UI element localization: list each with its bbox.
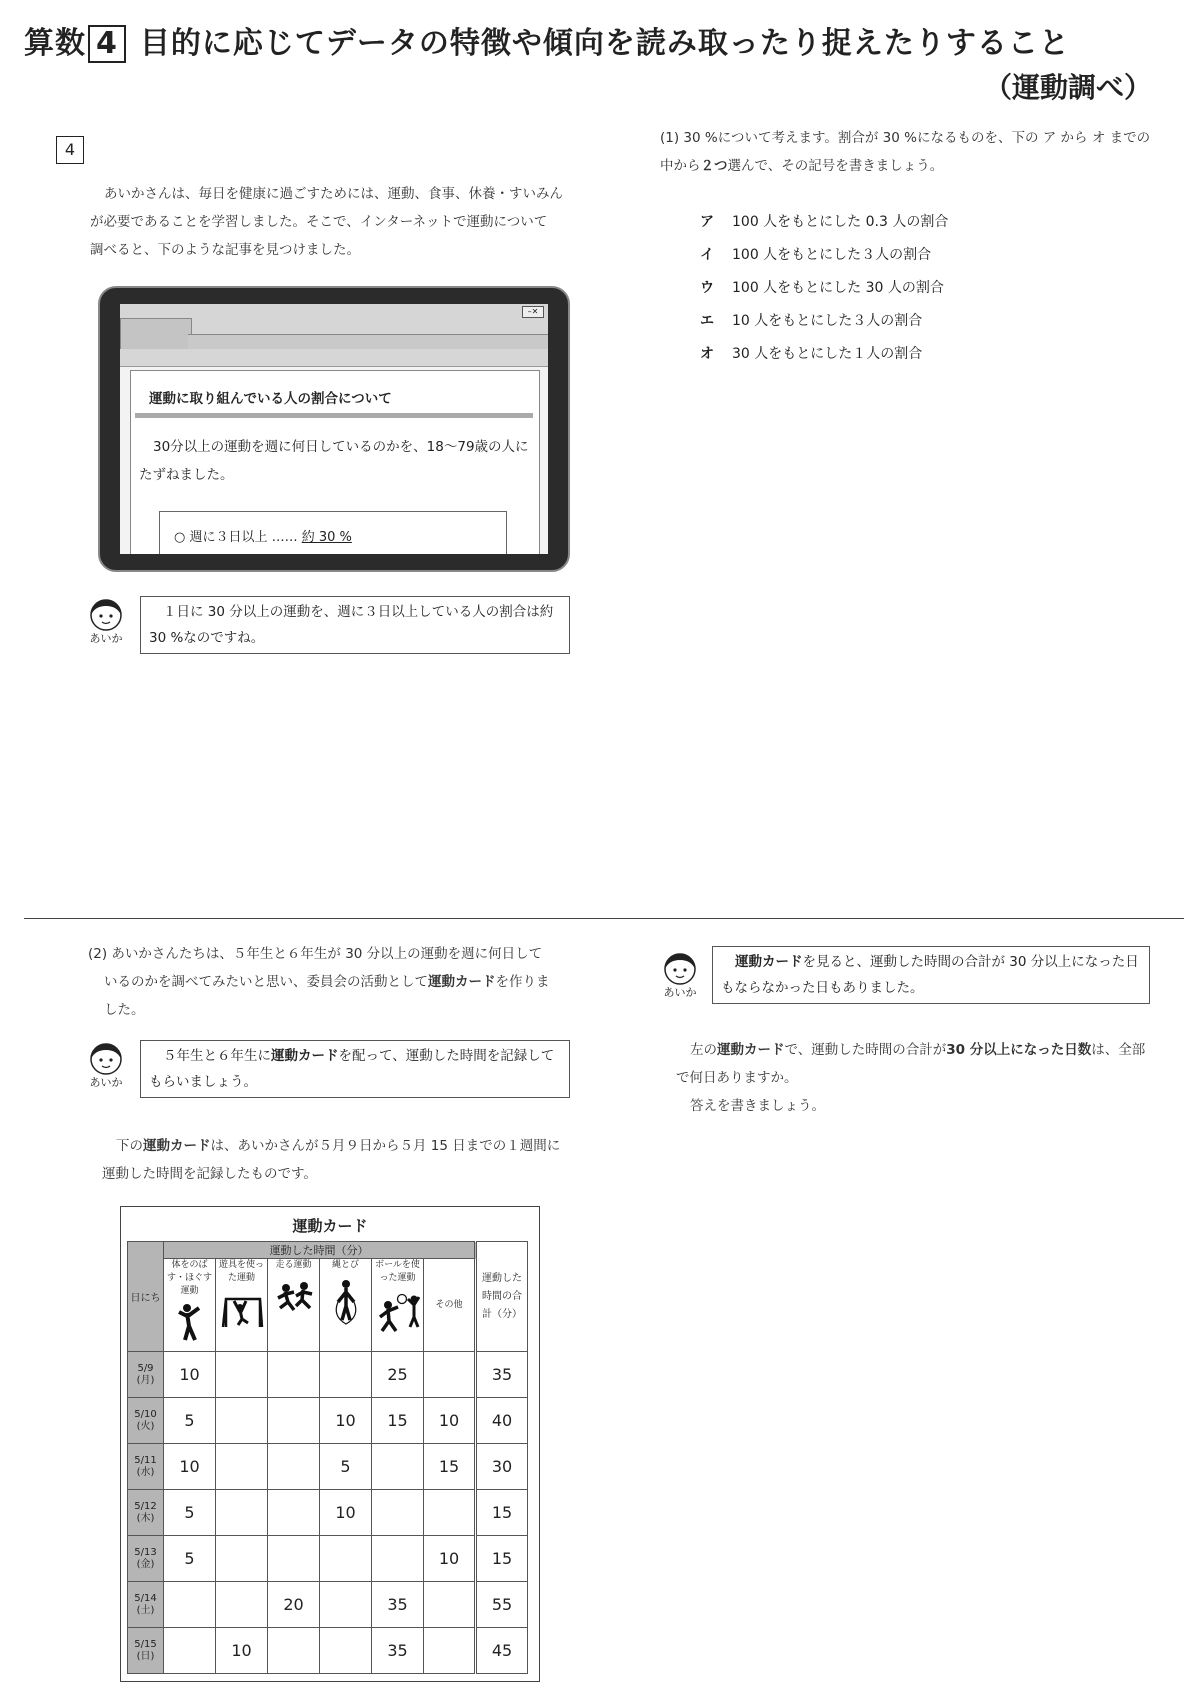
date-value: 5/12	[134, 1500, 157, 1512]
minutes-cell	[320, 1582, 372, 1628]
lead-text: は、あいかさんが５月９日から５月 15 日までの１週間に	[210, 1138, 561, 1154]
minutes-cell	[320, 1628, 372, 1674]
subject-label: 算数	[24, 26, 86, 61]
table-row	[128, 1536, 528, 1582]
category-stretch	[164, 1259, 216, 1352]
tablet-illustration	[98, 286, 570, 572]
option-text: 100 人をもとにした３人の割合	[732, 247, 932, 263]
article-body: 30分以上の運動を週に何日しているのかを、18～79歳の人にたずねました。	[139, 439, 529, 483]
speech-bubble	[712, 946, 1150, 1004]
girl-face-icon	[87, 596, 125, 632]
date-cell	[128, 1352, 164, 1398]
speaker-name: あいか	[89, 632, 123, 645]
title-text: 目的に応じてデータの特徴や傾向を読み取ったり捉えたりすること	[139, 26, 1070, 61]
minutes-cell: 5	[164, 1490, 216, 1536]
category-label: 遊具を使った運動	[218, 1260, 264, 1283]
q2-line	[88, 940, 578, 968]
minutes-cell	[216, 1352, 268, 1398]
bubble-bold: 運動カード	[735, 954, 803, 970]
minutes-cell: 15	[372, 1398, 424, 1444]
avatar	[86, 596, 126, 646]
minutes-cell: 15	[424, 1444, 476, 1490]
minutes-cell	[164, 1628, 216, 1674]
list-item	[700, 239, 1100, 272]
category-label: 体をのばす・ほぐす運動	[166, 1260, 212, 1296]
weekday-value: (日)	[136, 1650, 155, 1662]
q2-bold: 運動カード	[428, 974, 496, 990]
total-cell: 45	[476, 1628, 528, 1674]
task-bold: 30 分以上になった日数	[946, 1042, 1092, 1058]
table-row	[128, 1352, 528, 1398]
total-cell: 40	[476, 1398, 528, 1444]
section-divider	[24, 918, 1184, 919]
card-lead	[102, 1132, 582, 1188]
date-value: 5/15	[134, 1638, 157, 1650]
minutes-cell	[216, 1490, 268, 1536]
article-result-box	[159, 511, 507, 554]
divider	[135, 413, 533, 418]
q2-text: いるのかを調べてみたいと思い、委員会の活動として	[104, 974, 428, 990]
task-text	[676, 1036, 1156, 1120]
date-value: 5/13	[134, 1546, 157, 1558]
total-cell: 15	[476, 1490, 528, 1536]
option-key: オ	[700, 346, 714, 362]
q2-text: あいかさんたちは、５年生と６年生が 30 分以上の運動を週に何日して	[111, 946, 543, 962]
total-cell: 35	[476, 1352, 528, 1398]
weekday-value: (火)	[136, 1420, 155, 1432]
weekday-value: (金)	[136, 1558, 155, 1570]
minutes-cell	[216, 1582, 268, 1628]
minutes-cell: 20	[268, 1582, 320, 1628]
girl-face-icon	[661, 950, 699, 986]
jump-rope-icon	[330, 1276, 362, 1328]
minutes-cell: 35	[372, 1628, 424, 1674]
total-cell: 55	[476, 1582, 528, 1628]
speech-bubble: １日に 30 分以上の運動を、週に３日以上している人の割合は約 30 %なのですね。	[140, 596, 570, 654]
minutes-cell	[268, 1490, 320, 1536]
exercise-table	[127, 1241, 528, 1674]
minutes-cell	[424, 1490, 476, 1536]
minutes-cell	[424, 1582, 476, 1628]
total-header: 運動した時間の合計（分）	[476, 1242, 528, 1352]
minutes-cell: 10	[164, 1352, 216, 1398]
date-value: 5/9	[137, 1362, 154, 1374]
speaker-name: あいか	[89, 1076, 123, 1089]
question-number: 4	[56, 136, 84, 164]
category-label: 走る運動	[275, 1260, 312, 1270]
speech-bubble	[140, 1040, 570, 1098]
q1-label: (1)	[660, 130, 680, 146]
avatar	[86, 1040, 126, 1090]
minutes-cell	[372, 1490, 424, 1536]
minutes-cell	[164, 1582, 216, 1628]
date-value: 5/11	[134, 1454, 157, 1466]
table-body	[128, 1352, 528, 1674]
option-key: エ	[700, 313, 714, 329]
card-title: 運動カード	[292, 1217, 368, 1235]
minutes-cell: 10	[424, 1398, 476, 1444]
running-icon	[272, 1276, 316, 1316]
result-value: 約 30 %	[301, 530, 352, 545]
minutes-cell	[372, 1536, 424, 1582]
category-label: その他	[435, 1299, 463, 1310]
result-label: ○ 週に３日以上 ……	[174, 530, 298, 545]
girl-face-icon	[87, 1040, 125, 1076]
minutes-cell: 10	[320, 1490, 372, 1536]
minutes-cell: 25	[372, 1352, 424, 1398]
q2-label: (2)	[88, 946, 108, 962]
option-text: 100 人をもとにした 0.3 人の割合	[732, 214, 949, 230]
minutes-cell	[372, 1444, 424, 1490]
minutes-cell: 5	[320, 1444, 372, 1490]
date-cell	[128, 1582, 164, 1628]
total-cell: 15	[476, 1536, 528, 1582]
minutes-cell	[216, 1398, 268, 1444]
browser-toolbar	[188, 334, 548, 349]
page-title	[24, 18, 1070, 63]
weekday-value: (土)	[136, 1604, 155, 1616]
intro-line: あいかさんは、毎日を健康に過ごすためには、運動、食事、休養・すいみん	[104, 186, 563, 202]
minutes-cell: 5	[164, 1398, 216, 1444]
date-cell	[128, 1628, 164, 1674]
minutes-cell	[216, 1536, 268, 1582]
bubble-text: を配って、運動した時間を記録してもらいましょう。	[149, 1048, 555, 1090]
article-panel	[130, 370, 540, 554]
category-playground	[216, 1259, 268, 1352]
task-part: 答えを書きましょう。	[690, 1098, 825, 1114]
weekday-value: (木)	[136, 1512, 155, 1524]
minutes-cell	[320, 1352, 372, 1398]
time-band-header: 運動した時間（分）	[164, 1242, 476, 1259]
table-row	[128, 1490, 528, 1536]
minutes-cell	[216, 1444, 268, 1490]
bubble-text: を見ると、運動した時間の合計が 30 分以上になった日もならなかった日もありました。	[721, 954, 1139, 996]
date-cell	[128, 1536, 164, 1582]
minutes-cell: 10	[424, 1536, 476, 1582]
total-cell: 30	[476, 1444, 528, 1490]
avatar	[660, 950, 700, 1000]
day-header: 日にち	[128, 1242, 164, 1352]
article-title: 運動に取り組んでいる人の割合について	[149, 391, 392, 407]
weekday-value: (月)	[136, 1374, 155, 1386]
browser-screen	[120, 304, 548, 554]
minutes-cell	[424, 1352, 476, 1398]
task-part: 左の	[690, 1042, 717, 1058]
category-ball	[372, 1259, 424, 1352]
list-item	[700, 206, 1100, 239]
option-text: 100 人をもとにした 30 人の割合	[732, 280, 944, 296]
date-cell	[128, 1444, 164, 1490]
list-item	[700, 272, 1100, 305]
question-number-box: 4	[88, 25, 126, 63]
lead-bold: 運動カード	[143, 1138, 211, 1154]
date-value: 5/14	[134, 1592, 157, 1604]
bubble-text: ５年生と６年生に	[163, 1048, 271, 1064]
weekday-value: (水)	[136, 1466, 155, 1478]
stretch-icon	[175, 1302, 205, 1342]
intro-line: が必要であることを学習しました。そこで、インターネットで運動について	[90, 214, 548, 230]
question-1	[660, 124, 1160, 180]
q2-line	[88, 968, 578, 996]
table-row	[128, 1628, 528, 1674]
table-row	[128, 1582, 528, 1628]
q2-text: を作りま	[495, 974, 550, 990]
option-key: ウ	[700, 280, 714, 296]
table-row	[128, 1398, 528, 1444]
category-running	[268, 1259, 320, 1352]
lead-line	[102, 1132, 582, 1160]
q1-text2: 選んで、その記号を書きましょう。	[727, 158, 944, 174]
page-subtitle: （運動調べ）	[983, 71, 1152, 104]
minutes-cell: 10	[164, 1444, 216, 1490]
minutes-cell	[268, 1444, 320, 1490]
option-key: イ	[700, 247, 714, 263]
minutes-cell	[268, 1628, 320, 1674]
minutes-cell	[268, 1352, 320, 1398]
result-line	[174, 526, 352, 545]
q1-bold: ２つ	[700, 158, 728, 174]
minutes-cell: 35	[372, 1582, 424, 1628]
lead-text: 下の	[116, 1138, 143, 1154]
list-item	[700, 338, 1100, 371]
option-text: 10 人をもとにした３人の割合	[732, 313, 923, 329]
browser-tab-bar	[120, 304, 548, 367]
speaker-name: あいか	[663, 986, 697, 999]
category-jump-rope	[320, 1259, 372, 1352]
minutes-cell: 10	[216, 1628, 268, 1674]
minutes-cell	[268, 1536, 320, 1582]
category-label: ボールを使った運動	[375, 1260, 420, 1283]
lead-text: 運動した時間を記録したものです。	[102, 1166, 317, 1182]
task-bold: 運動カード	[717, 1042, 785, 1058]
task-part: で、運動した時間の合計が	[784, 1042, 947, 1058]
date-cell	[128, 1490, 164, 1536]
category-label: 縄とび	[331, 1260, 359, 1270]
option-list	[700, 206, 1100, 371]
minutes-cell	[424, 1628, 476, 1674]
ball-icon	[376, 1289, 420, 1333]
minutes-cell: 5	[164, 1536, 216, 1582]
table-row	[128, 1444, 528, 1490]
playground-icon	[220, 1289, 264, 1329]
q1-text: 30 %について考えます。割合が 30 %になるものを、下の ア から オ までの中から	[660, 130, 1151, 174]
exercise-card	[120, 1206, 540, 1682]
minutes-cell: 10	[320, 1398, 372, 1444]
task-line	[676, 1036, 1156, 1092]
intro-line: 調べると、下のような記事を見つけました。	[90, 242, 360, 258]
list-item	[700, 305, 1100, 338]
option-text: 30 人をもとにした１人の割合	[732, 346, 923, 362]
date-value: 5/10	[134, 1408, 157, 1420]
date-cell	[128, 1398, 164, 1444]
bubble-bold: 運動カード	[271, 1048, 339, 1064]
option-key: ア	[700, 214, 714, 230]
task-part: は、全部で何日ありますか。	[676, 1042, 1146, 1086]
browser-tab	[120, 318, 192, 349]
category-other	[424, 1259, 476, 1352]
window-controls-icon: –✕	[522, 306, 544, 318]
minutes-cell	[268, 1398, 320, 1444]
q2-text: した。	[104, 1002, 145, 1018]
question-2	[88, 940, 578, 1024]
minutes-cell	[320, 1536, 372, 1582]
intro-paragraph	[90, 180, 590, 264]
